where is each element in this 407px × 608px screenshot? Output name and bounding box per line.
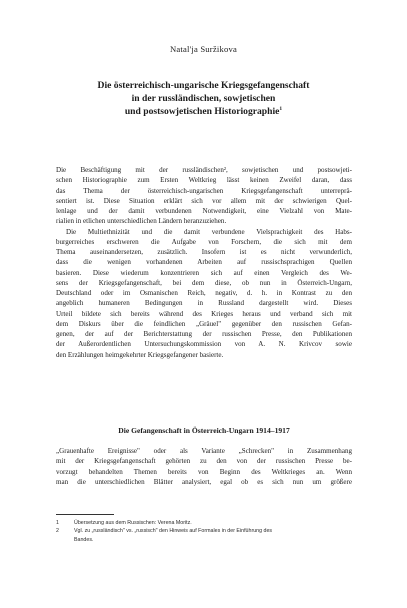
text-line: genen, der auf der Berichterstattung der russischen Presse, den Publikationen [56, 330, 352, 338]
footnote-text [74, 519, 352, 527]
text-line: dem Diskurs über die feindlichen „Gräuel" gegenüber den russischen Gefan- [56, 319, 352, 328]
paragraph-1 [56, 165, 352, 227]
footnote-number: 2 [56, 528, 59, 535]
text-line: das Thema der österreichisch-ungarischen Kriegsgefangenschaft unterreprä- [56, 186, 352, 195]
title-line-3-text: und postsowjetischen Historiographie [124, 106, 280, 117]
title-line-2: in der russländischen, sowjetischen [131, 93, 276, 104]
section-body-text [56, 446, 352, 487]
text-line: rialien in etlichen unterschiedlichen Ländern heranzuziehen. [56, 217, 227, 226]
footnote-text [74, 527, 352, 544]
article-title [50, 79, 357, 118]
footnote-line: Vgl. zu „russländisch" vs. „russisch" den Hinweis auf Formales in der Einführung des [74, 528, 273, 535]
text-line: vorzugt behandelten Themen bereits von Beginn des Weltkrieges an. Wenn [56, 467, 352, 476]
title-footnote-marker: 1 [279, 105, 283, 112]
text-line: Thema auseinandersetzen, zusätzlich. Insofern ist es nicht verwunderlich, [56, 248, 352, 256]
text-line: „Grauenhafte Ereignisse" oder als Variante „Schrecken" in Zusammenhang [56, 447, 352, 455]
section-heading: Die Gefangenschaft in Österreich-Ungarn 1914–1917 [118, 426, 290, 435]
text-line: den Erzählungen heimgekehrter Kriegsgefangener basierte. [56, 350, 224, 359]
author-name: Natal'ja Suržikova [170, 44, 237, 54]
text-line: schen Historiographie zum Ersten Weltkrieg lässt keinen Zweifel daran, dass [56, 176, 352, 185]
footnote-1 [56, 519, 352, 527]
text-line: sens der Kriegsgefangenschaft, bei dem diese, ob nun in Österreich-Ungarn, [56, 278, 352, 287]
footnote-number: 1 [56, 520, 59, 526]
text-line: man die unterschiedlichen Blätter analysiert, egal ob es sich nun um größere [56, 477, 352, 486]
text-line: Urteil bildete sich bereits während des Krieges heraus und verband sich mit [56, 309, 352, 318]
paragraph-2 [56, 227, 352, 360]
text-line: basieren. Diese wiederum konzentrieren sich auf einen Vergleich des We- [56, 268, 352, 277]
text-line: Die Multiethnizität und die damit verbundene Vielsprachigkeit des Habs- [66, 227, 352, 236]
footnote-line: Bandes. [74, 536, 94, 543]
footnote-line: Übersetzung aus dem Russischen: Verena Moritz. [74, 520, 192, 526]
footnote-2 [56, 527, 352, 544]
body-text [56, 165, 352, 360]
text-line: Deutschland oder im Osmanischen Reich, negativ, d. h. in Kontrast zu den [56, 289, 352, 297]
text-line: burgerreiches erschweren die Aufgabe von Forschern, die sich mit dem [56, 237, 352, 246]
text-line: lenlage und der damit verbundenen Notwendigkeit, eine Vielzahl von Mate- [56, 207, 352, 215]
text-line: Die Beschäftigung mit der russländischen², sowjetischen und postsowjeti- [56, 166, 352, 174]
text-line: der Außerordentlichen Untersuchungskommission von A. N. Krivcov sowie [56, 340, 352, 349]
text-line: sentiert ist. Diese Situation erklärt sich vor allem mit der schwierigen Quel- [56, 196, 352, 205]
text-line: mit der Kriegsgefangenschaft gehörten zu den von der russischen Presse be- [56, 457, 352, 466]
title-line-3 [50, 105, 357, 118]
text-line: dass die wenigen vorhandenen Arbeiten auf russischsprachigen Quellen [56, 258, 352, 267]
footnote-divider [56, 514, 114, 515]
title-line-1: Die österreichisch-ungarische Kriegsgefangenschaft [97, 80, 310, 91]
text-line: angeblich humaneren Bedingungen in Russland dargestellt wird. Dieses [56, 299, 352, 308]
footnotes [56, 519, 352, 544]
